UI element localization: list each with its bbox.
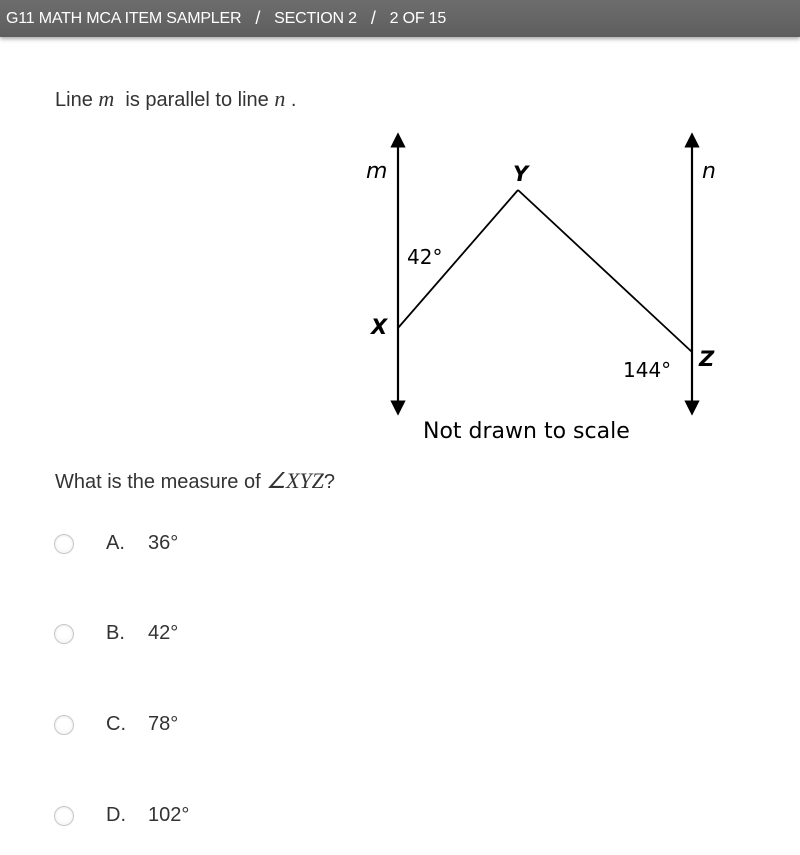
question-stem <box>55 86 296 112</box>
choice-letter: B. <box>106 622 125 644</box>
choice-letter: D. <box>106 804 126 826</box>
stem-var-n: n <box>274 86 286 111</box>
breadcrumb-course[interactable]: G11 MATH MCA ITEM SAMPLER <box>6 9 242 27</box>
label-x: X <box>371 315 388 339</box>
answer-choice-d[interactable] <box>54 804 189 827</box>
stem-var-m: m <box>98 86 115 111</box>
label-m: m <box>366 159 388 184</box>
stem-text: Line <box>55 89 99 111</box>
angle-z-label: 144° <box>623 358 672 382</box>
label-n: n <box>702 159 716 184</box>
label-y: Y <box>513 162 529 186</box>
angle-symbol: ∠ <box>266 468 286 493</box>
answer-choice-a[interactable] <box>54 532 178 555</box>
ask-text: What is the measure of <box>55 471 267 493</box>
radio-button[interactable] <box>54 715 74 735</box>
choice-value: 36° <box>148 532 179 554</box>
choice-value: 78° <box>148 713 179 735</box>
radio-button[interactable] <box>54 534 74 554</box>
answer-choice-c[interactable] <box>54 713 178 736</box>
radio-button[interactable] <box>54 624 74 644</box>
header-bar <box>0 0 800 37</box>
answer-choice-b[interactable] <box>54 622 178 645</box>
choice-value: 42° <box>148 622 179 644</box>
breadcrumb-section[interactable]: SECTION 2 <box>274 9 357 27</box>
label-z: Z <box>699 347 715 371</box>
choice-letter: A. <box>106 532 125 554</box>
angle-name: XYZ <box>285 468 324 493</box>
segment-yz <box>518 190 692 352</box>
stem-text: . <box>285 89 297 111</box>
choice-letter: C. <box>106 713 126 735</box>
parallel-lines-figure <box>350 128 730 453</box>
angle-x-label: 42° <box>407 245 443 269</box>
question-progress: 2 OF 15 <box>389 9 447 27</box>
breadcrumb-separator: / <box>370 8 376 28</box>
question-prompt <box>55 468 335 494</box>
choice-value: 102° <box>148 804 190 826</box>
breadcrumb-separator: / <box>255 8 261 28</box>
ask-text: ? <box>323 471 335 493</box>
radio-button[interactable] <box>54 806 74 826</box>
figure-caption: Not drawn to scale <box>423 419 630 444</box>
stem-text: is parallel to line <box>114 89 275 111</box>
